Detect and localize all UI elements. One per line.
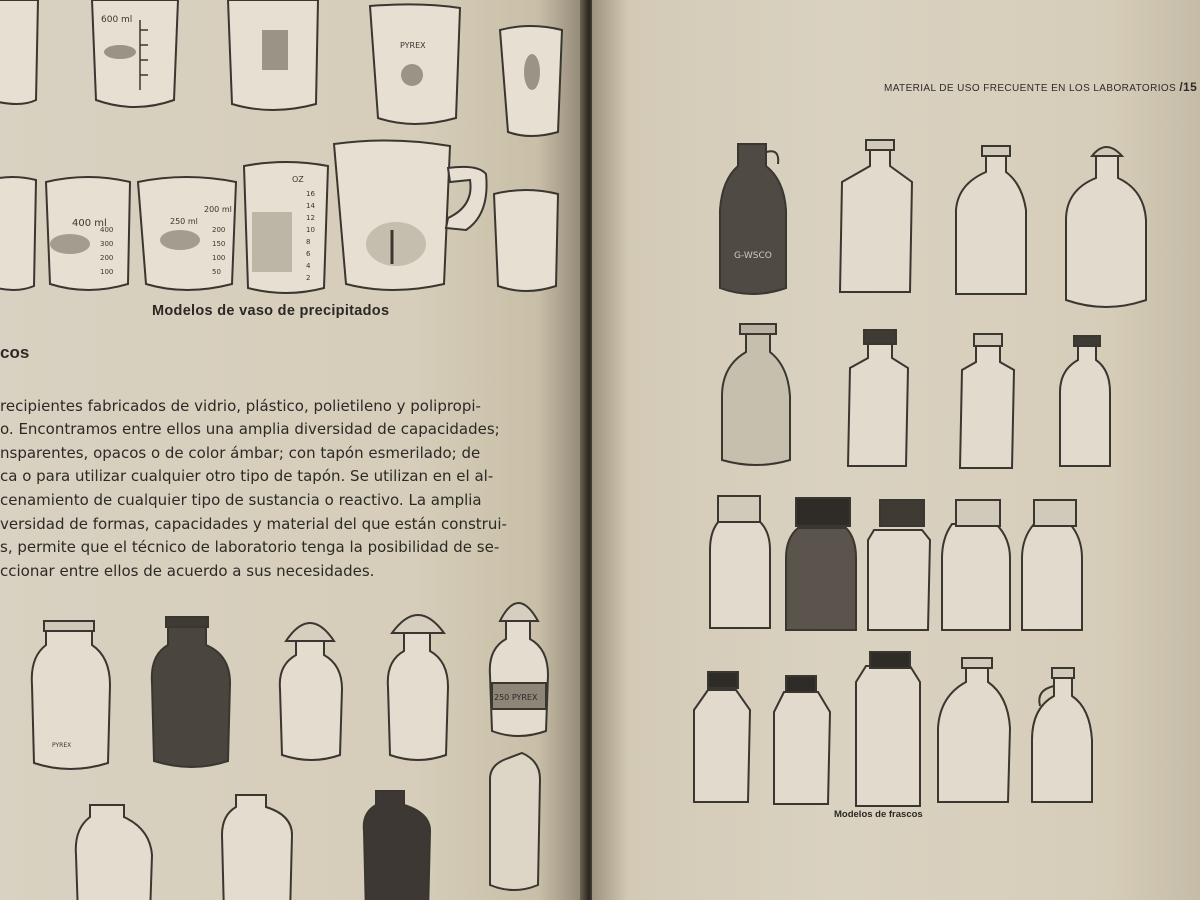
scale-tick-label: 150	[212, 240, 226, 248]
scale-tick-label: 2	[306, 274, 311, 282]
paragraph-line: cenamiento de cualquier tipo de sustancia o reactivo. La amplia	[0, 490, 482, 509]
beaker-volume-label: 250 ml	[170, 217, 198, 226]
bottle-label-text: 250 PYREX	[494, 693, 538, 702]
figure-caption-flasks: Modelos de frascos	[834, 809, 923, 820]
beaker-illustrations-row	[0, 134, 585, 282]
bottle-illustrations-left	[0, 585, 585, 900]
bottle-label-text: G-WSCO	[734, 251, 772, 261]
scale-tick-label: 8	[306, 238, 311, 246]
scale-tick-label: 12	[306, 214, 315, 222]
bottle-illustrations-right	[700, 130, 1200, 830]
paragraph-line: ccionar entre ellos de acuerdo a sus necesidades.	[0, 561, 375, 580]
scale-tick-label: 400	[100, 226, 114, 234]
scale-tick-label: 50	[212, 268, 221, 276]
left-page	[0, 0, 585, 900]
paragraph-line: recipientes fabricados de vidrio, plástico, polietileno y polipropi-	[0, 396, 481, 415]
scale-tick-label: 4	[306, 262, 311, 270]
beaker-volume-label: 600 ml	[101, 15, 133, 25]
paragraph-line: s, permite que el técnico de laboratorio tenga la posibilidad de se-	[0, 538, 500, 557]
scale-tick-label: 6	[306, 250, 311, 258]
bottle-brand-text: PYREX	[52, 742, 72, 749]
beaker-volume-label: 200 ml	[204, 205, 232, 214]
page-number: /15	[1179, 80, 1198, 94]
beaker-volume-label: 400 ml	[72, 218, 107, 229]
scale-tick-label: 14	[306, 202, 315, 210]
scale-tick-label: 16	[306, 190, 315, 198]
paragraph-line: ca o para utilizar cualquier otro tipo de tapón. Se utilizan en el al-	[0, 467, 494, 486]
running-header	[884, 80, 1197, 94]
body-paragraph	[0, 371, 570, 583]
beaker-illustrations-top	[0, 0, 585, 150]
scale-tick-label: 10	[306, 226, 315, 234]
figure-caption-beakers: Modelos de vaso de precipitados	[152, 303, 390, 319]
running-header-title: MATERIAL DE USO FRECUENTE EN LOS LABORATORIOS	[884, 83, 1177, 94]
beaker-brand-label: PYREX	[400, 41, 426, 50]
scale-tick-label: 200	[212, 226, 226, 234]
beaker-unit-label: OZ	[292, 175, 304, 184]
scale-tick-label: 100	[212, 254, 226, 262]
paragraph-line: versidad de formas, capacidades y material del que están construi-	[0, 514, 507, 533]
paragraph-line: nsparentes, opacos o de color ámbar; con tapón esmerilado; de	[0, 443, 481, 462]
scale-tick-label: 300	[100, 240, 114, 248]
section-heading: cos	[0, 343, 30, 362]
scale-tick-label: 200	[100, 254, 114, 262]
scale-tick-label: 100	[100, 268, 114, 276]
paragraph-line: o. Encontramos entre ellos una amplia diversidad de capacidades;	[0, 420, 500, 439]
